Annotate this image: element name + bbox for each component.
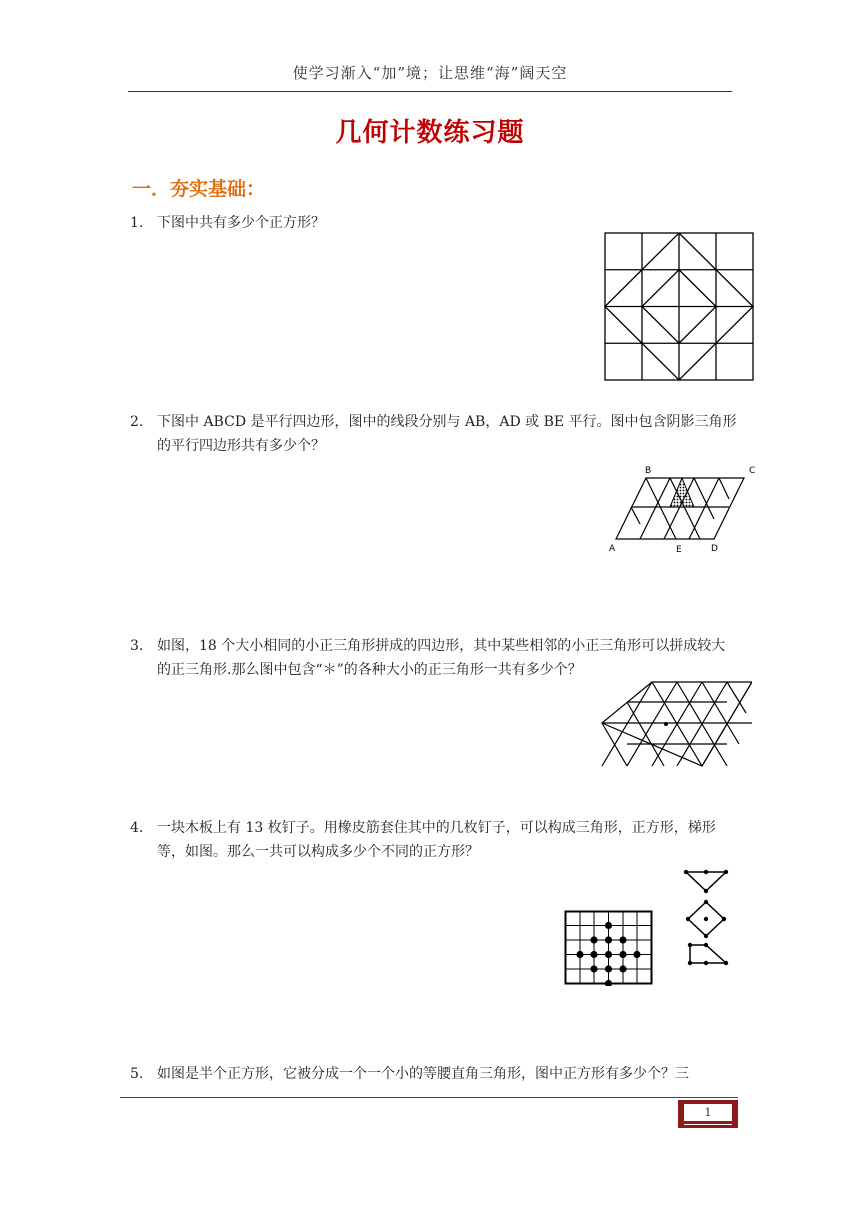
- figure-rubber-band-shapes: [682, 866, 734, 970]
- label-a: A: [609, 544, 616, 554]
- page-header-tagline: 使学习渐入“加”境；让思维“海”阔天空: [292, 64, 568, 82]
- question-text: 如图是半个正方形，它被分成一个一个小的等腰直角三角形，图中正方形有多少个？三: [157, 1066, 689, 1082]
- label-e: E: [676, 545, 682, 555]
- question-number: 5.: [130, 1066, 144, 1082]
- page-number-underline: [684, 1124, 732, 1125]
- footer-divider: [120, 1097, 738, 1098]
- figure-parallelogram: [604, 462, 762, 556]
- header-divider: [128, 91, 732, 92]
- question-text: 下图中 ABCD 是平行四边形，图中的线段分别与 AB，AD 或 BE 平行。图中包含阴影三角形的平行四边形共有多少个？: [157, 414, 737, 454]
- page-number: 1: [684, 1104, 732, 1121]
- label-c: C: [749, 466, 756, 476]
- figure-nail-board: [564, 910, 654, 986]
- page-number-badge: [678, 1100, 738, 1128]
- section-heading: 一．夯实基础：: [132, 178, 266, 200]
- question-text: 如图，18 个大小相同的小正三角形拼成的四边形，其中某些相邻的小正三角形可以拼成较大的正三角形.那么图中包含“＊”的各种大小的正三角形一共有多少个？: [157, 638, 726, 678]
- document-title: 几何计数练习题: [335, 118, 525, 148]
- question-number: 3.: [130, 638, 144, 654]
- question-number: 2.: [130, 414, 144, 430]
- figure-square-grid: [604, 232, 756, 382]
- question-number: 1.: [130, 215, 144, 231]
- question-text: 下图中共有多少个正方形？: [157, 215, 325, 231]
- question-number: 4.: [130, 820, 144, 836]
- figure-rhombus-triangles: [600, 680, 752, 768]
- question-text: 一块木板上有 13 枚钉子。用橡皮筋套住其中的几枚钉子，可以构成三角形，正方形，梯形等，如图。那么一共可以构成多少个不同的正方形？: [157, 820, 716, 860]
- label-d: D: [711, 544, 718, 554]
- label-b: B: [645, 466, 652, 476]
